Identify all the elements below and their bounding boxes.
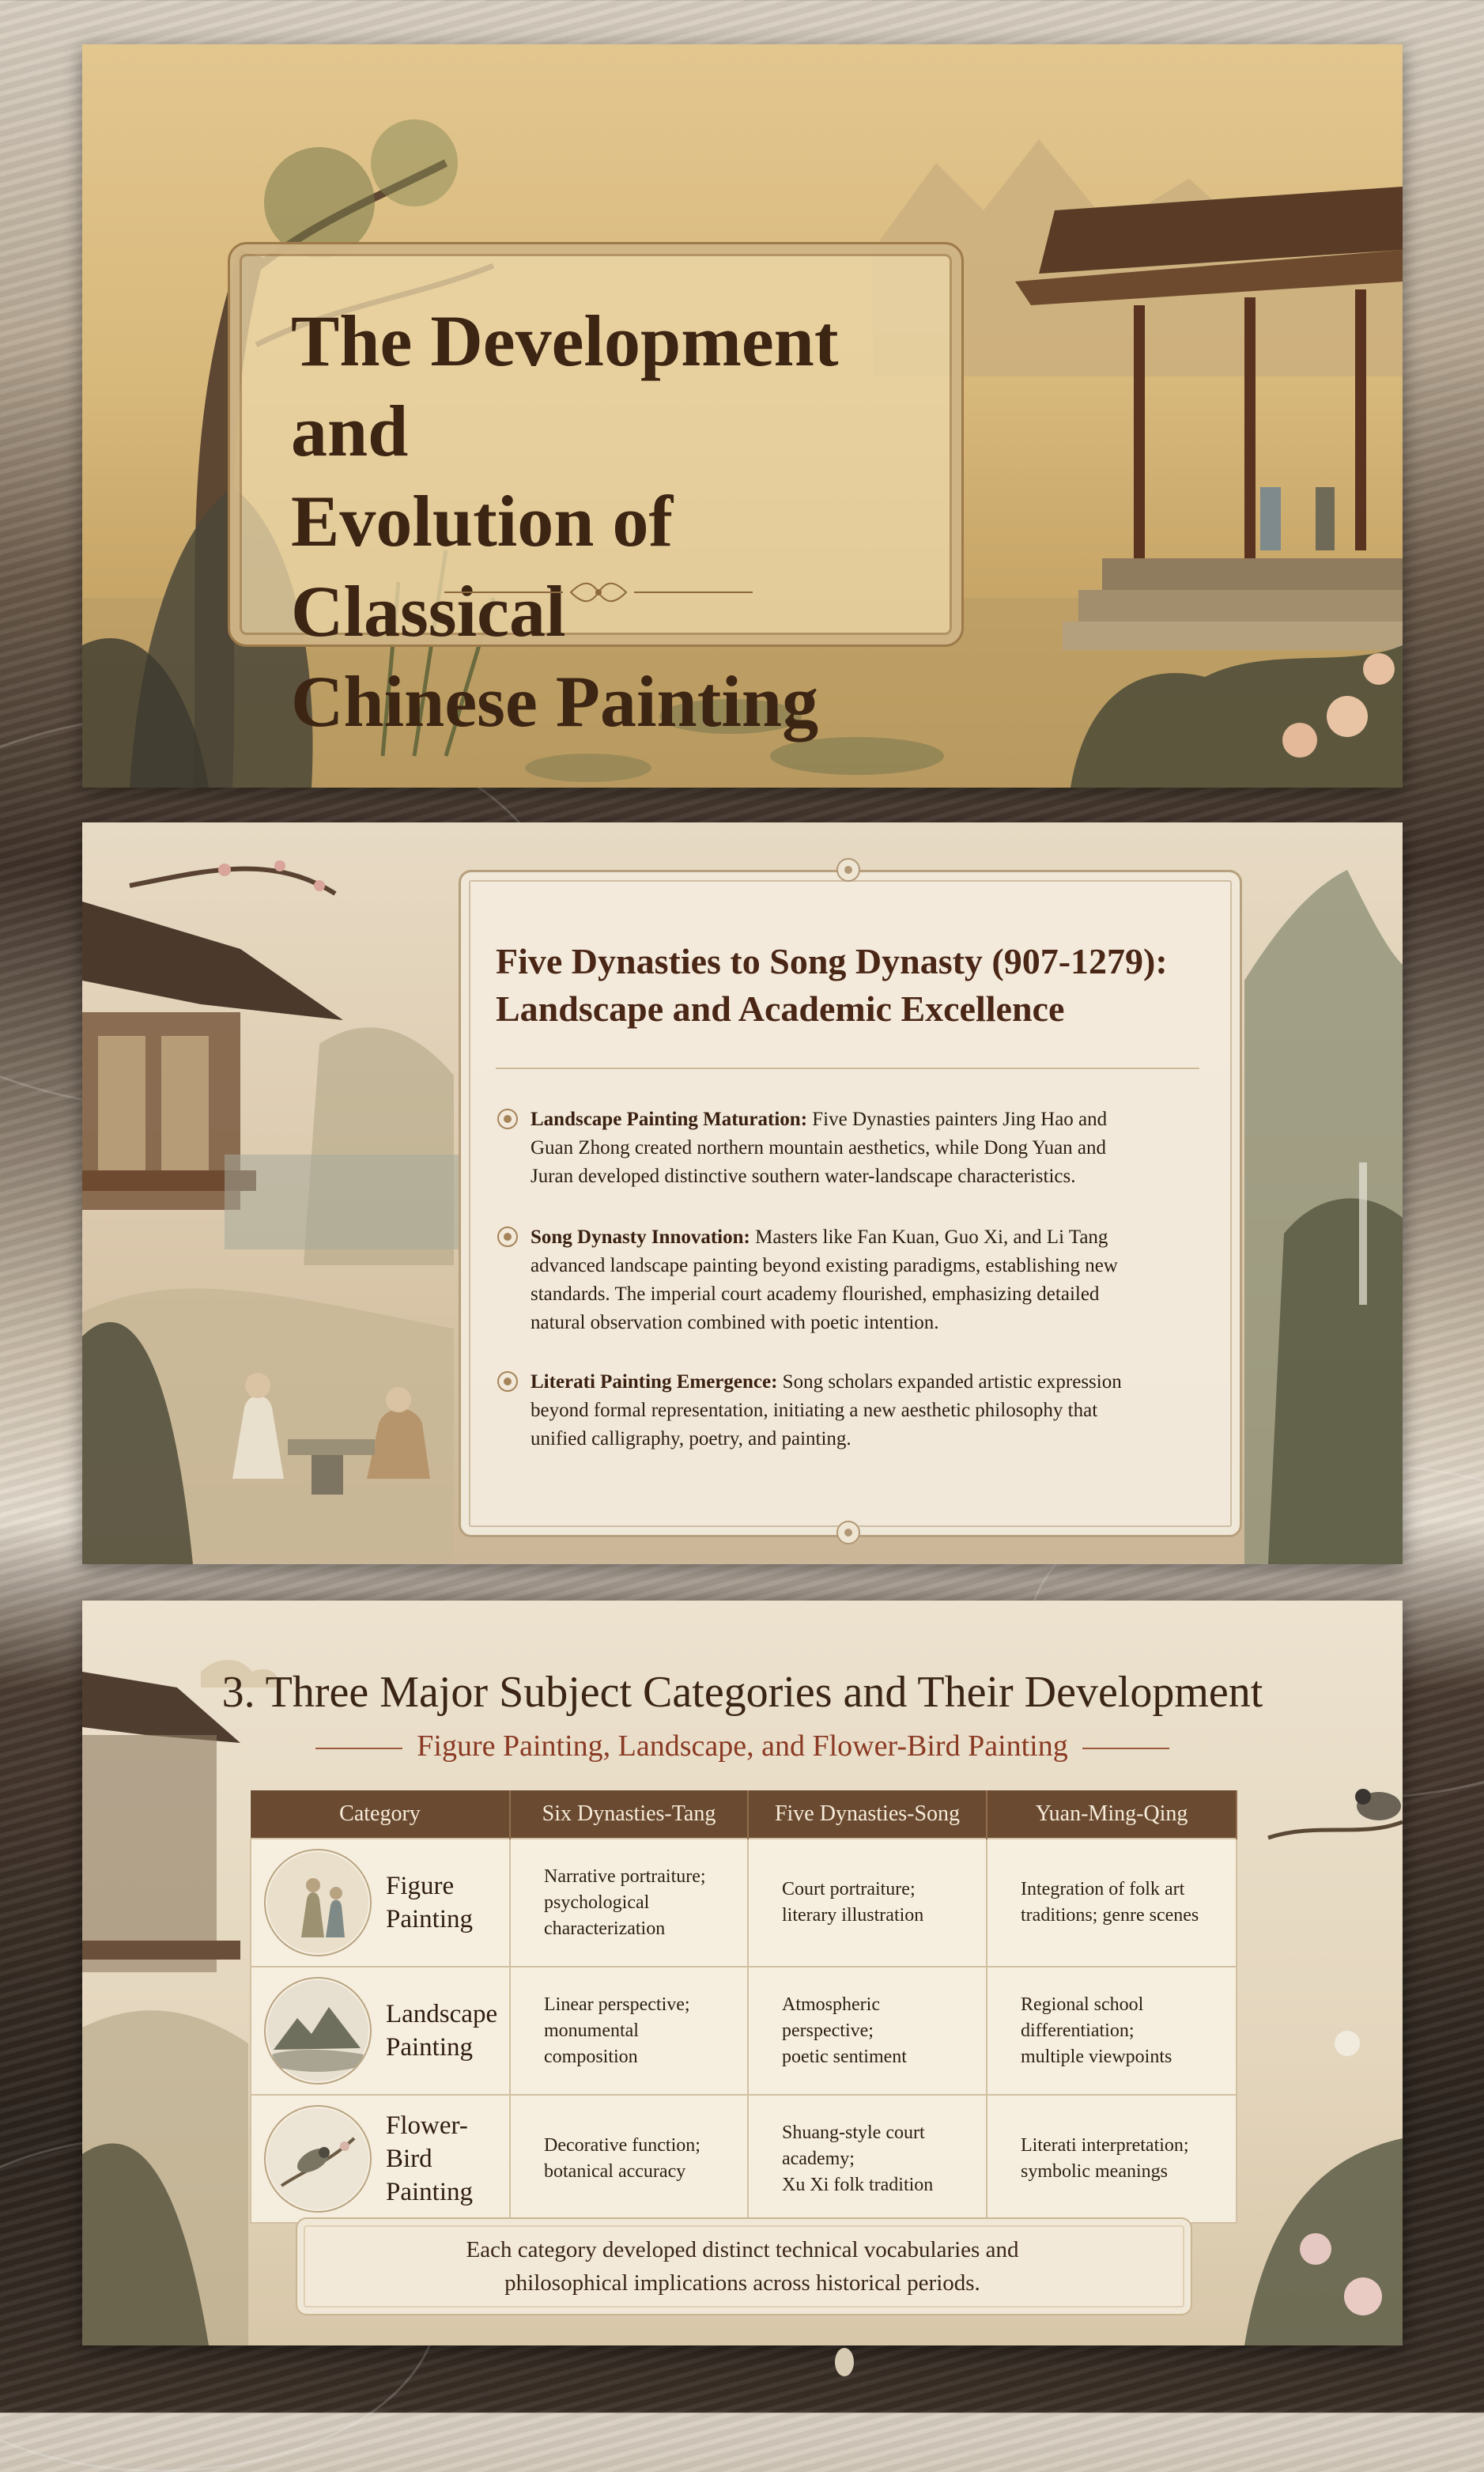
category-label: Painting [386, 1905, 474, 1933]
category-label: Painting [386, 2178, 474, 2206]
title-ornament-icon [444, 579, 753, 606]
lotus-bullet-icon [496, 1225, 519, 1249]
cell-line: traditions; genre scenes [1021, 1905, 1199, 1926]
cell-line: Decorative function; [544, 2135, 700, 2156]
table-cell [510, 1967, 748, 2095]
cell-line: Shuang-style court [782, 2122, 925, 2143]
summary-line: Each category developed distinct technical vocabularies and [466, 2237, 1019, 2262]
category-cell [251, 1967, 510, 2095]
categories-table [250, 1790, 1237, 2224]
table-cell [748, 1839, 987, 1967]
card-top-ornament-icon [825, 854, 872, 886]
category-cell [251, 1839, 510, 1967]
bullet-label: Song Dynasty Innovation: [531, 1227, 750, 1248]
cell-line: literary illustration [782, 1905, 924, 1926]
flower-bird-painting-icon [264, 2105, 372, 2213]
song-dynasty-slide [82, 822, 1403, 1564]
bullet-text: Juran developed distinctive southern water-landscape characteristics. [531, 1166, 1076, 1187]
subtitle-text: Figure Painting, Landscape, and Flower-Bird Painting [417, 1729, 1068, 1763]
divider [496, 1068, 1199, 1069]
cell-line: Xu Xi folk tradition [782, 2174, 934, 2195]
title-slide [82, 44, 1403, 788]
bottom-ornament-icon [829, 2342, 860, 2382]
landscape-painting-icon [264, 1977, 372, 2085]
heading-line: Landscape and Academic Excellence [496, 988, 1065, 1029]
title-line: Chinese Painting [291, 661, 819, 742]
bullet-text: Guan Zhong created northern mountain aesthetics, while Dong Yuan and [531, 1137, 1107, 1159]
cell-line: characterization [544, 1918, 666, 1939]
bullet-text: Five Dynasties painters Jing Hao and [812, 1109, 1108, 1130]
cell-line: multiple viewpoints [1021, 2046, 1172, 2067]
column-header: Five Dynasties-Song [748, 1790, 987, 1839]
table-cell [748, 2095, 987, 2223]
title-line: The Development and [291, 300, 839, 471]
column-header: Yuan-Ming-Qing [987, 1790, 1237, 1839]
lotus-bullet-icon [496, 1370, 519, 1393]
summary-line: philosophical implications across historical periods. [504, 2270, 980, 2296]
cell-line: botanical accuracy [544, 2161, 686, 2182]
table-cell [510, 2095, 748, 2223]
lotus-bullet-icon [496, 1107, 519, 1131]
cell-line: Narrative portraiture; [544, 1865, 706, 1887]
cell-line: Court portraiture; [782, 1879, 916, 1899]
table-cell [987, 2095, 1237, 2223]
cell-line: Regional school [1021, 1994, 1144, 2015]
bullet-text: unified calligraphy, poetry, and painting. [531, 1428, 852, 1450]
section-title: 3. Three Major Subject Categories and Their Development [221, 1668, 1263, 1717]
section-heading [496, 938, 1215, 1033]
category-label: Flower-Bird [386, 2111, 468, 2173]
cell-line: Integration of folk art [1021, 1879, 1185, 1899]
cell-line: poetic sentiment [782, 2046, 907, 2067]
bullet-text: Song scholars expanded artistic expression [782, 1371, 1122, 1393]
heading-line: Five Dynasties to Song Dynasty (907-1279): [496, 941, 1168, 981]
cell-line: symbolic meanings [1021, 2161, 1168, 2182]
section-subtitle [82, 1729, 1403, 1763]
cell-line: differentiation; [1021, 2020, 1135, 2041]
column-header: Six Dynasties-Tang [510, 1790, 748, 1839]
page-title [291, 296, 939, 747]
card-bottom-ornament-icon [825, 1517, 872, 1548]
cell-line: monumental [544, 2020, 639, 2041]
bullet-text: Masters like Fan Kuan, Guo Xi, and Li Tang [755, 1227, 1108, 1248]
table-cell [987, 1967, 1237, 2095]
title-line: Evolution of Classical [291, 481, 674, 652]
table-cell [987, 1839, 1237, 1967]
table-row [251, 1839, 1237, 1967]
cell-line: psychological [544, 1892, 650, 1913]
summary-text [296, 2233, 1189, 2300]
figure-painting-icon [264, 1849, 372, 1956]
bullet-text: beyond formal representation, initiating a new aesthetic philosophy that [531, 1400, 1098, 1421]
cell-line: perspective; [782, 2020, 874, 2041]
column-header: Category [251, 1790, 510, 1839]
table-cell [748, 1967, 987, 2095]
bullet-landscape-maturation [496, 1106, 1191, 1191]
bullet-literati-emergence [496, 1368, 1191, 1453]
table-header-row [251, 1790, 1237, 1839]
bullet-song-innovation [496, 1223, 1191, 1337]
subtitle-rule-right [1082, 1748, 1169, 1749]
category-label: Painting [386, 2033, 474, 2062]
category-label: Landscape [386, 2000, 498, 2028]
bullet-label: Landscape Painting Maturation: [531, 1109, 808, 1130]
cell-line: composition [544, 2046, 638, 2067]
bullet-label: Literati Painting Emergence: [531, 1371, 778, 1393]
subtitle-rule-left [315, 1748, 402, 1749]
table-cell [510, 1839, 748, 1967]
bullet-text: advanced landscape painting beyond existing paradigms, establishing new [531, 1255, 1118, 1276]
bullet-text: natural observation combined with poetic intention. [531, 1312, 939, 1333]
table-row [251, 2095, 1237, 2223]
category-cell [251, 2095, 510, 2223]
table-row [251, 1967, 1237, 2095]
subject-categories-slide [82, 1601, 1403, 2345]
cell-line: Literati interpretation; [1021, 2135, 1189, 2156]
bullet-text: standards. The imperial court academy flourished, emphasizing detailed [531, 1283, 1100, 1305]
cell-line: academy; [782, 2148, 855, 2169]
cell-line: Linear perspective; [544, 1994, 690, 2015]
category-label: Figure [386, 1872, 455, 1900]
cell-line: Atmospheric [782, 1994, 880, 2015]
